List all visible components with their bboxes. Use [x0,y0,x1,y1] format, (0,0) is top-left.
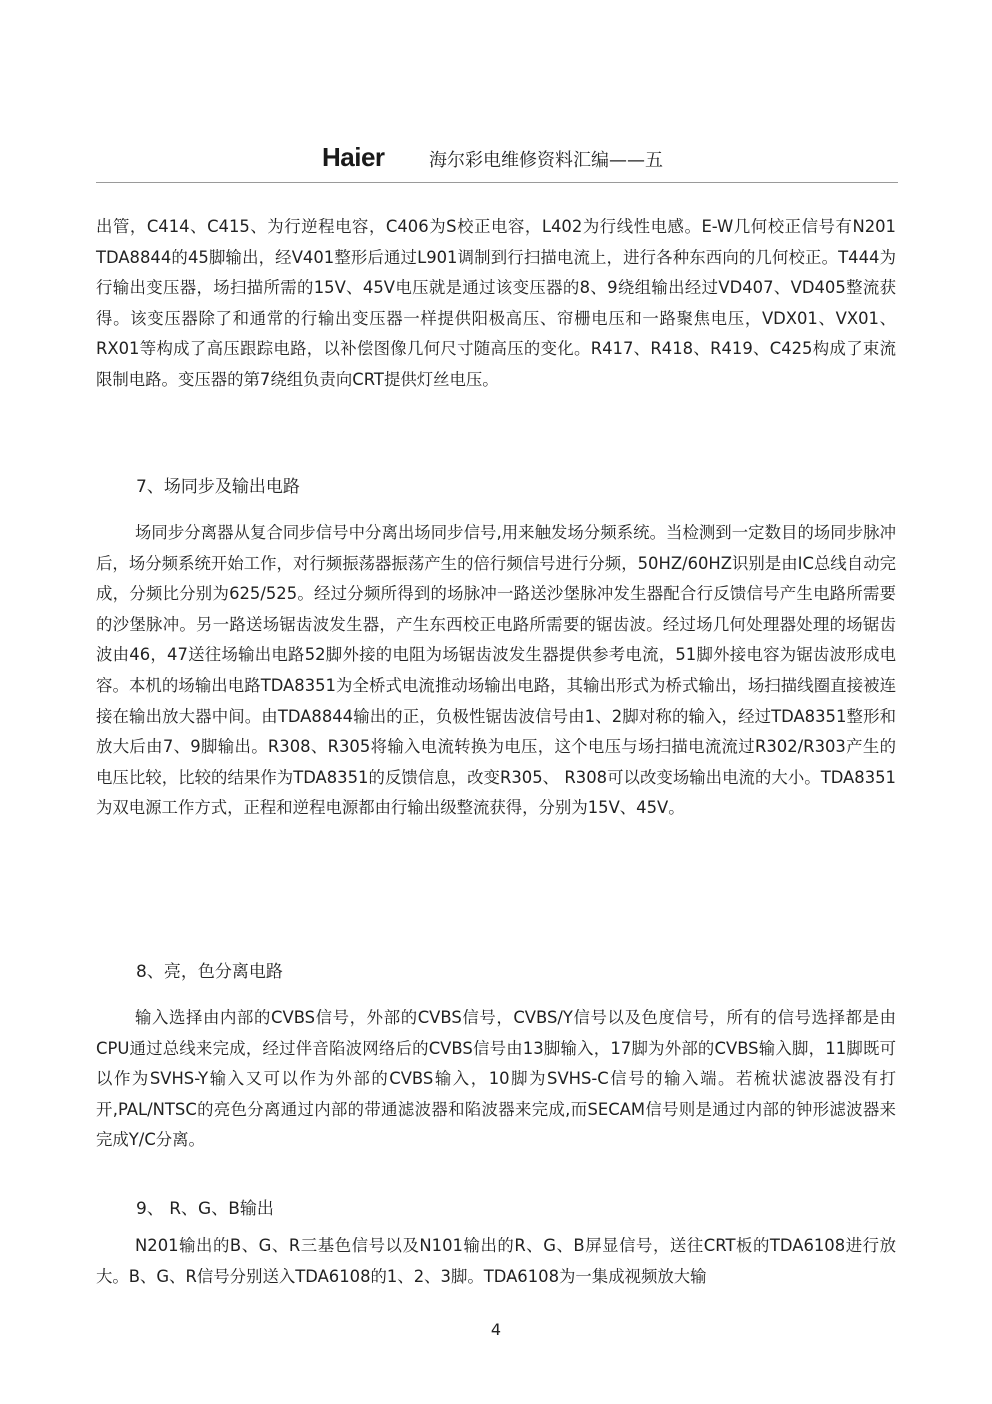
page-number: 4 [490,1320,502,1339]
haier-logo: Haier [322,142,385,172]
header-divider [96,182,898,183]
section-heading-7: 7、场同步及输出电路 [136,477,300,497]
document-title: 海尔彩电维修资料汇编——五 [429,150,663,171]
section-heading-8: 8、亮，色分离电路 [136,962,283,982]
paragraph-horizontal-output: 出管，C414、C415、为行逆程电容，C406为S校正电容，L402为行线性电感。E-W几何校正信号有N201 TDA8844的45脚输出，经V401整形后通过L901调制到行扫描电流上，进行各种东西向的几何校正。T444为行输出变压器，场扫描所需的15V、45V电压就是通过该变压器的8、9绕组输出经过VD407、VD405整流获得。该变压器除了和通常的行输出变压器一样提供阳极高压、帘栅电压和一路聚焦电压，VDX01、VX01、RX01等构成了高压跟踪电路，以补偿图像几何尺寸随高压的变化。R417、R418、R419、C425构成了束流限制电路。变压器的第7绕组负责向CRT提供灯丝电压。 [96,217,896,389]
page-header [96,140,898,182]
paragraph-rgb-output: N201输出的B、G、R三基色信号以及N101输出的R、G、B屏显信号，送往CRT板的TDA6108进行放大。B、G、R信号分别送入TDA6108的1、2、3脚。TDA6108为一集成视频放大输 [96,1236,896,1286]
section-heading-9: 9、 R、G、B输出 [136,1199,274,1219]
paragraph-field-sync: 场同步分离器从复合同步信号中分离出场同步信号,用来触发场分频系统。当检测到一定数目的场同步脉冲后，场分频系统开始工作，对行频振荡器振荡产生的倍行频信号进行分频，50HZ/60HZ识别是由IC总线自动完成，分频比分别为625/525。经过分频所得到的场脉冲一路送沙堡脉冲发生器配合行反馈信号产生电路所需要的沙堡脉冲。另一路送场锯齿波发生器，产生东西校正电路所需要的锯齿波。经过场几何处理器处理的场锯齿波由46，47送往场输出电路52脚外接的电阻为场锯齿波发生器提供参考电流，51脚外接电容为锯齿波形成电容。本机的场输出电路TDA8351为全桥式电流推动场输出电路，其输出形式为桥式输出，场扫描线圈直接被连接在输出放大器中间。由TDA8844输出的正，负极性锯齿波信号由1、2脚对称的输入，经过TDA8351整形和放大后由7、9脚输出。R308、R305将输入电流转换为电压，这个电压与场扫描电流流过R302/R303产生的电压比较，比较的结果作为TDA8351的反馈信息，改变R305、 R308可以改变场输出电流的大小。TDA8351为双电源工作方式，正程和逆程电源都由行输出级整流获得，分别为15V、45V。 [96,523,896,818]
paragraph-luma-chroma: 输入选择由内部的CVBS信号，外部的CVBS信号，CVBS/Y信号以及色度信号，所有的信号选择都是由CPU通过总线来完成，经过伴音陷波网络后的CVBS信号由13脚输入，17脚为外部的CVBS输入脚，11脚既可以作为SVHS-Y输入又可以作为外部的CVBS输入，10脚为SVHS-C信号的输入端。若梳状滤波器没有打开,PAL/NTSC的亮色分离通过内部的带通滤波器和陷波器来完成,而SECAM信号则是通过内部的钟形滤波器来完成Y/C分离。 [96,1008,896,1150]
